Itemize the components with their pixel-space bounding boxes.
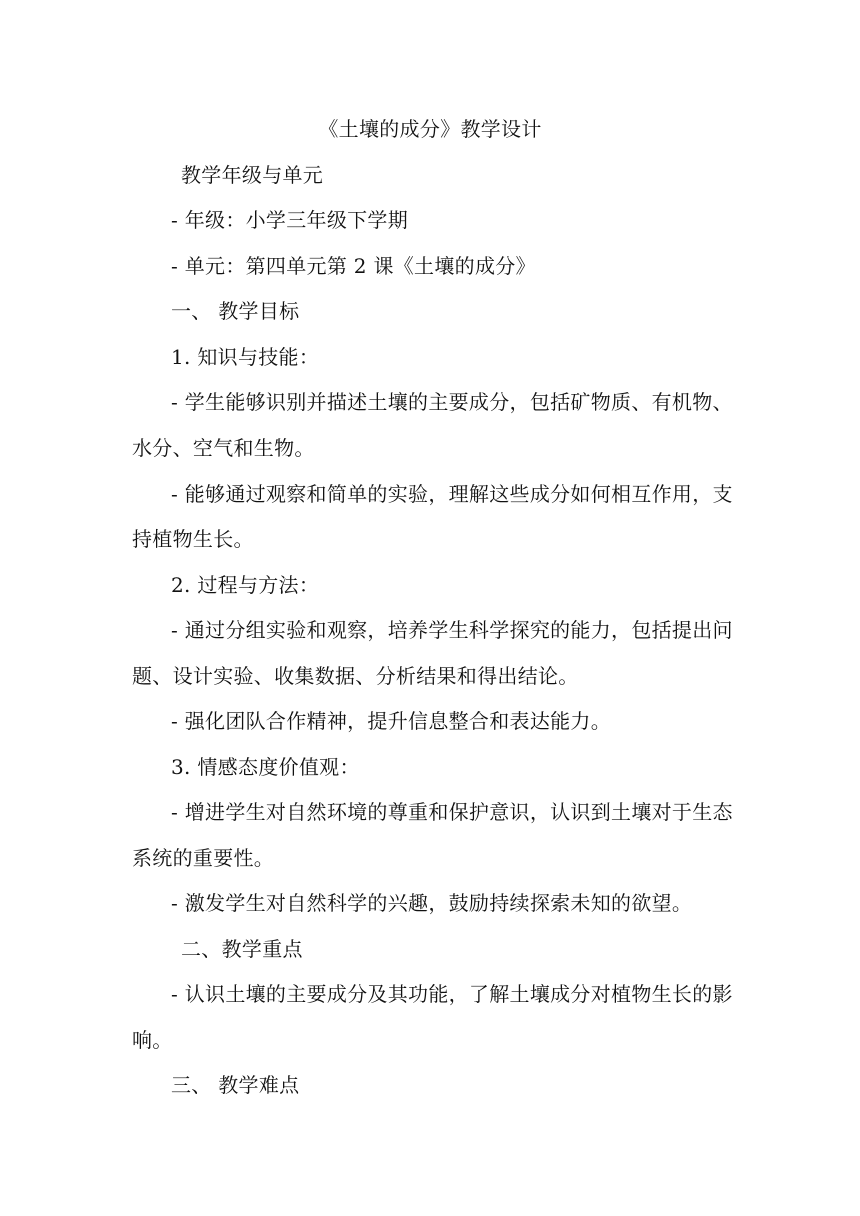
paragraph-line: 持植物生长。 [132, 527, 254, 551]
objective-heading-knowledge: 1. 知识与技能： [171, 345, 320, 369]
objective-heading-values: 3. 情感态度价值观： [171, 755, 360, 779]
grade-line: - 年级：小学三年级下学期 [171, 208, 409, 232]
section-heading-objectives: 一、 教学目标 [171, 299, 300, 323]
paragraph-line: - 能够通过观察和简单的实验，理解这些成分如何相互作用，支 [171, 482, 733, 506]
paragraph-line: 响。 [132, 1028, 173, 1052]
paragraph-line: - 激发学生对自然科学的兴趣，鼓励持续探索未知的欲望。 [171, 891, 693, 915]
paragraph-line: 水分、空气和生物。 [132, 436, 315, 460]
paragraph-line: - 强化团队合作精神，提升信息整合和表达能力。 [171, 709, 612, 733]
paragraph-line: - 通过分组实验和观察，培养学生科学探究的能力，包括提出问 [171, 618, 733, 642]
paragraph-line: 系统的重要性。 [132, 846, 275, 870]
document-title: 《土壤的成分》教学设计 [318, 117, 542, 141]
paragraph-line: - 学生能够识别并描述土壤的主要成分，包括矿物质、有机物、 [171, 390, 733, 414]
paragraph-line: - 认识土壤的主要成分及其功能，了解土壤成分对植物生长的影 [171, 982, 733, 1006]
grade-unit-heading: 教学年级与单元 [181, 163, 324, 187]
unit-line: - 单元：第四单元第 2 课《土壤的成分》 [171, 254, 536, 278]
objective-heading-process: 2. 过程与方法： [171, 573, 320, 597]
section-heading-difficulties: 三、 教学难点 [171, 1073, 300, 1097]
paragraph-line: 题、设计实验、收集数据、分析结果和得出结论。 [132, 664, 579, 688]
paragraph-line: - 增进学生对自然环境的尊重和保护意识，认识到土壤对于生态 [171, 800, 733, 824]
section-heading-key-points: 二、教学重点 [181, 937, 303, 961]
